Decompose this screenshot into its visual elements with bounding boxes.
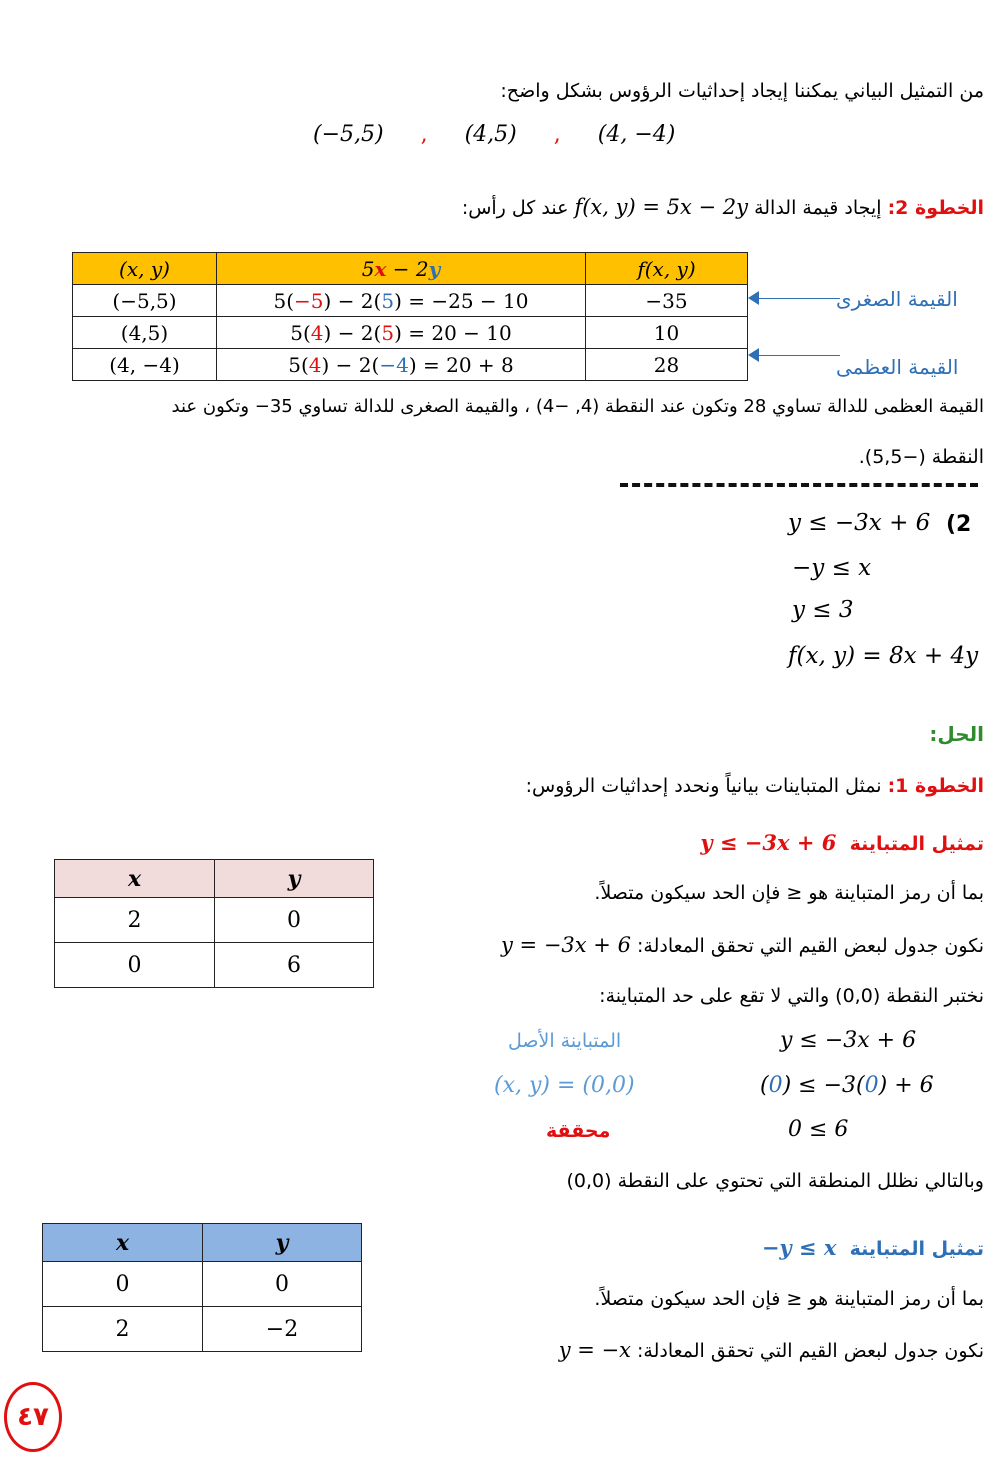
ineq2-equation: y = −x (558, 1338, 631, 1362)
step2-line (462, 195, 984, 219)
ineq2-expr: −y ≤ x (761, 1235, 837, 1260)
table3-header-y: y (203, 1224, 362, 1262)
separator: , (420, 122, 428, 147)
ineq1-values-table (54, 859, 374, 988)
ineq1-table-text: نكون جدول لبعض القيم التي تحقق المعادلة: (636, 935, 984, 957)
ineq1-title-line (700, 830, 984, 855)
ineq2-table-text: نكون جدول لبعض القيم التي تحقق المعادلة: (636, 1340, 984, 1362)
ineq1-solid-line: بما أن رمز المتباينة هو ≤ فإن الحد سيكون متصلاً. (594, 882, 984, 904)
arrow-min-line (756, 298, 840, 299)
page-number: ٤٧ (4, 1382, 62, 1452)
section-divider (620, 483, 978, 487)
min-label: القيمة الصغرى (836, 287, 958, 311)
step2-text-after: عند كل رأس: (461, 197, 569, 219)
table-row (55, 943, 374, 988)
table2-cell: 0 (55, 943, 215, 988)
ineq2-title-line (762, 1235, 984, 1260)
ineq1-equation: y = −3x + 6 (501, 933, 631, 957)
table-row (73, 317, 748, 349)
substitution: (0) ≤ −3(0) + 6 (760, 1073, 934, 1098)
vertex-2: (4,5) (464, 122, 517, 147)
table-row (73, 285, 748, 317)
separator: , (553, 122, 561, 147)
orig-label: المتباينة الأصل (508, 1030, 622, 1052)
vertex-1: (4, −4) (597, 122, 676, 147)
table1-point: (4,5) (73, 317, 217, 349)
verified-label: محققة (546, 1120, 611, 1142)
vertex-value-table (72, 252, 748, 381)
orig-expr: y ≤ −3x + 6 (780, 1028, 917, 1053)
table-row (55, 898, 374, 943)
problem2-line4: f(x, y) = 8x + 4y (788, 643, 979, 669)
intro-text: من التمثيل البياني يمكننا إيجاد إحداثيات الرؤوس بشكل واضح: (500, 80, 984, 102)
problem2-line1: y ≤ −3x + 6 (788, 510, 931, 536)
conclusion-line2: النقطة (−5,5). (858, 446, 984, 468)
point-label: (x, y) = (0,0) (494, 1073, 635, 1098)
max-label: القيمة العظمى (836, 355, 959, 379)
table1-point: (4, −4) (73, 349, 217, 381)
table3-cell: 0 (203, 1262, 362, 1307)
ineq1-test-text: نختبر النقطة (0,0) والتي لا تقع على حد المتباينة: (599, 985, 984, 1007)
table-row (43, 1262, 362, 1307)
step2-text-before: إيجاد قيمة الدالة (754, 197, 882, 219)
table1-header-calc: 5x − 2y (217, 253, 586, 285)
table1-point: (−5,5) (73, 285, 217, 317)
problem2-line2: −y ≤ x (792, 555, 872, 581)
table1-header-point: (x, y) (73, 253, 217, 285)
table3-cell: 0 (43, 1262, 203, 1307)
step1-label: الخطوة 1: (887, 775, 984, 797)
problem2-number: (2 (946, 512, 972, 537)
ineq2-table-text-line (559, 1338, 984, 1362)
step2-formula: f(x, y) = 5x − 2y (574, 195, 749, 219)
table3-cell: −2 (203, 1307, 362, 1352)
ineq1-table-text-line (501, 933, 984, 957)
table1-value: −35 (586, 285, 748, 317)
step1-text: نمثل المتباينات بيانياً ونحدد إحداثيات الرؤوس: (525, 775, 882, 797)
arrow-max-line (756, 355, 840, 356)
table2-cell: 6 (215, 943, 374, 988)
table-row (43, 1307, 362, 1352)
ineq1-title: تمثيل المتباينة (849, 833, 984, 855)
table2-header-x: x (55, 860, 215, 898)
table2-cell: 2 (55, 898, 215, 943)
ineq2-title: تمثيل المتباينة (849, 1238, 984, 1260)
conclusion-line1: القيمة العظمى للدالة تساوي 28 وتكون عند النقطة (4, −4) ، والقيمة الصغرى للدالة تساوي 35− وتكون عند (171, 396, 984, 417)
step2-label: الخطوة 2: (887, 197, 984, 219)
step1-line (526, 775, 984, 797)
table1-value: 28 (586, 349, 748, 381)
result-expr: 0 ≤ 6 (788, 1117, 849, 1142)
table1-calc: 5(4) − 2(5) = 20 − 10 (217, 317, 586, 349)
ineq1-expr: y ≤ −3x + 6 (700, 830, 837, 855)
table1-calc: 5(4) − 2(−4) = 20 + 8 (217, 349, 586, 381)
solution-label: الحل: (929, 722, 984, 746)
table2-header-y: y (215, 860, 374, 898)
problem2-line3: y ≤ 3 (792, 597, 854, 623)
ineq2-values-table (42, 1223, 362, 1352)
table3-header-x: x (43, 1224, 203, 1262)
vertices-row (313, 122, 675, 147)
ineq1-shade-text: وبالتالي نظلل المنطقة التي تحتوي على النقطة (0,0) (566, 1170, 984, 1192)
ineq2-solid-line: بما أن رمز المتباينة هو ≤ فإن الحد سيكون متصلاً. (594, 1288, 984, 1310)
table1-value: 10 (586, 317, 748, 349)
table1-calc: 5(−5) − 2(5) = −25 − 10 (217, 285, 586, 317)
table-row (73, 349, 748, 381)
table3-cell: 2 (43, 1307, 203, 1352)
table2-cell: 0 (215, 898, 374, 943)
vertex-3: (−5,5) (313, 122, 384, 147)
table1-header-value: f(x, y) (586, 253, 748, 285)
